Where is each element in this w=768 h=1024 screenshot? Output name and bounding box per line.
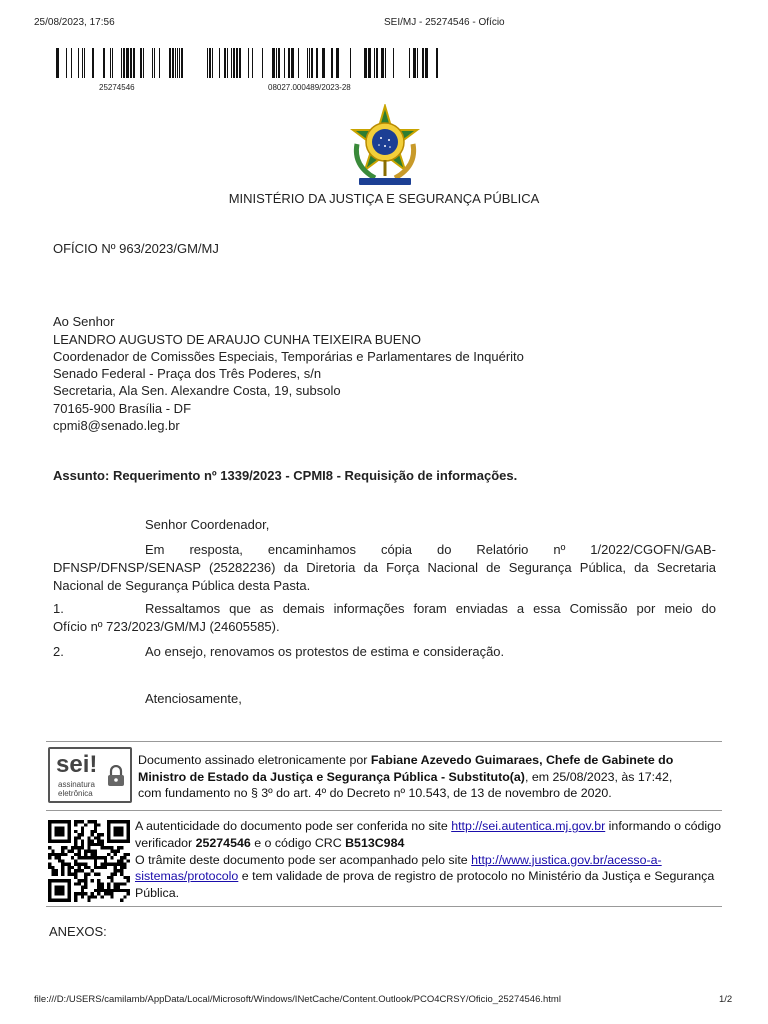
oficio-number: OFÍCIO Nº 963/2023/GM/MJ: [53, 241, 219, 256]
closing: Atenciosamente,: [145, 691, 242, 706]
item-1-number: 1.: [53, 601, 64, 616]
auth-text-1: A autenticidade do documento pode ser conferida no site: [135, 819, 452, 833]
item-2-text: Ao ensejo, renovamos os protestos de estima e consideração.: [145, 644, 505, 659]
anexos-label: ANEXOS:: [49, 924, 107, 939]
print-datetime: 25/08/2023, 17:56: [34, 17, 115, 28]
divider-top: [46, 741, 722, 742]
greeting: Senhor Coordenador,: [145, 517, 270, 532]
divider-middle: [46, 810, 722, 811]
verifier-code: 25274546: [195, 835, 251, 850]
item-1-line-1: Ressaltamos que as demais informações foram enviadas a essa Comissão por meio do: [145, 601, 716, 616]
barcode-left-number: 25274546: [99, 83, 135, 92]
paragraph-1-line-3: Nacional de Segurança Pública desta Pasta.: [53, 578, 311, 593]
item-1-line-2: Ofício nº 723/2023/GM/MJ (24605585).: [53, 619, 280, 634]
sei-logo-sub-2: eletrônica: [58, 789, 93, 798]
subject-line: Assunto: Requerimento nº 1339/2023 - CPMI8 - Requisição de informações.: [53, 468, 518, 483]
ministry-name: MINISTÉRIO DA JUSTIÇA E SEGURANÇA PÚBLICA: [228, 191, 540, 206]
coat-of-arms-icon: [345, 104, 425, 188]
lock-icon: [106, 765, 126, 787]
process-barcode-left: [56, 48, 188, 78]
sei-logo-sub-1: assinatura: [58, 780, 95, 789]
recipient-name: LEANDRO AUGUSTO DE ARAUJO CUNHA TEIXEIRA BUENO: [53, 332, 421, 347]
signature-text: [138, 752, 698, 802]
print-file-path: file:///D:/USERS/camilamb/AppData/Local/Microsoft/Windows/INetCache/Content.Outlook/PCO4CRSY/Oficio_25274546.html: [34, 994, 561, 1005]
paragraph-1-line-2: DFNSP/DFNSP/SENASP (25282236) da Diretoria da Força Nacional de Segurança Pública, da Secretaria: [53, 560, 716, 575]
auth-text-2: informando o código verificador: [135, 819, 721, 850]
authentication-text: [135, 818, 725, 902]
recipient-address: Secretaria, Ala Sen. Alexandre Costa, 19, subsolo: [53, 383, 341, 398]
recipient-role: Coordenador de Comissões Especiais, Temporárias e Parlamentares de Inquérito: [53, 349, 524, 364]
process-barcode-right: [198, 48, 438, 78]
recipient-city: 70165-900 Brasília - DF: [53, 401, 192, 416]
paragraph-1-line-1: Em resposta, encaminhamos cópia do Relatório nº 1/2022/CGOFN/GAB-: [145, 542, 716, 557]
print-title: SEI/MJ - 25274546 - Ofício: [384, 17, 505, 28]
auth-text-5: e tem validade de prova de registro de protocolo no Ministério da Justiça e Segurança Pública.: [135, 869, 715, 901]
sei-logo-text: sei!: [56, 751, 98, 778]
print-page-number: 1/2: [719, 994, 733, 1005]
signature-text-post: , em 25/08/2023, às 17:42, com fundamento no § 3º do art. 4º do Decreto nº 10.543, de 13 de novembro de 2020.: [138, 769, 673, 800]
qr-code-icon: [48, 820, 130, 902]
signer-name: Fabiane Azevedo Guimaraes, Chefe de Gabinete do Ministro de Estado da Justiça e Segurança Pública - Substituto(a): [138, 753, 674, 784]
recipient-email: cpmi8@senado.leg.br: [53, 418, 180, 433]
divider-bottom: [46, 906, 722, 907]
sei-logo: [48, 747, 132, 803]
auth-text-3: e o código CRC: [250, 835, 346, 850]
protocol-site-link[interactable]: http://www.justica.gov.br/acesso-a-sistemas/protocolo: [135, 852, 662, 884]
item-2-number: 2.: [53, 644, 64, 659]
crc-code: B513C984: [345, 835, 405, 850]
recipient-salutation: Ao Senhor: [53, 314, 115, 329]
auth-text-4: O trâmite deste documento pode ser acompanhado pelo site: [135, 852, 472, 867]
barcode-right-number: 08027.000489/2023-28: [268, 83, 351, 92]
recipient-org: Senado Federal - Praça dos Três Poderes, s/n: [53, 366, 322, 381]
signature-text-pre: Documento assinado eletronicamente por: [138, 753, 371, 767]
verification-site-link[interactable]: http://sei.autentica.mj.gov.br: [451, 819, 606, 833]
